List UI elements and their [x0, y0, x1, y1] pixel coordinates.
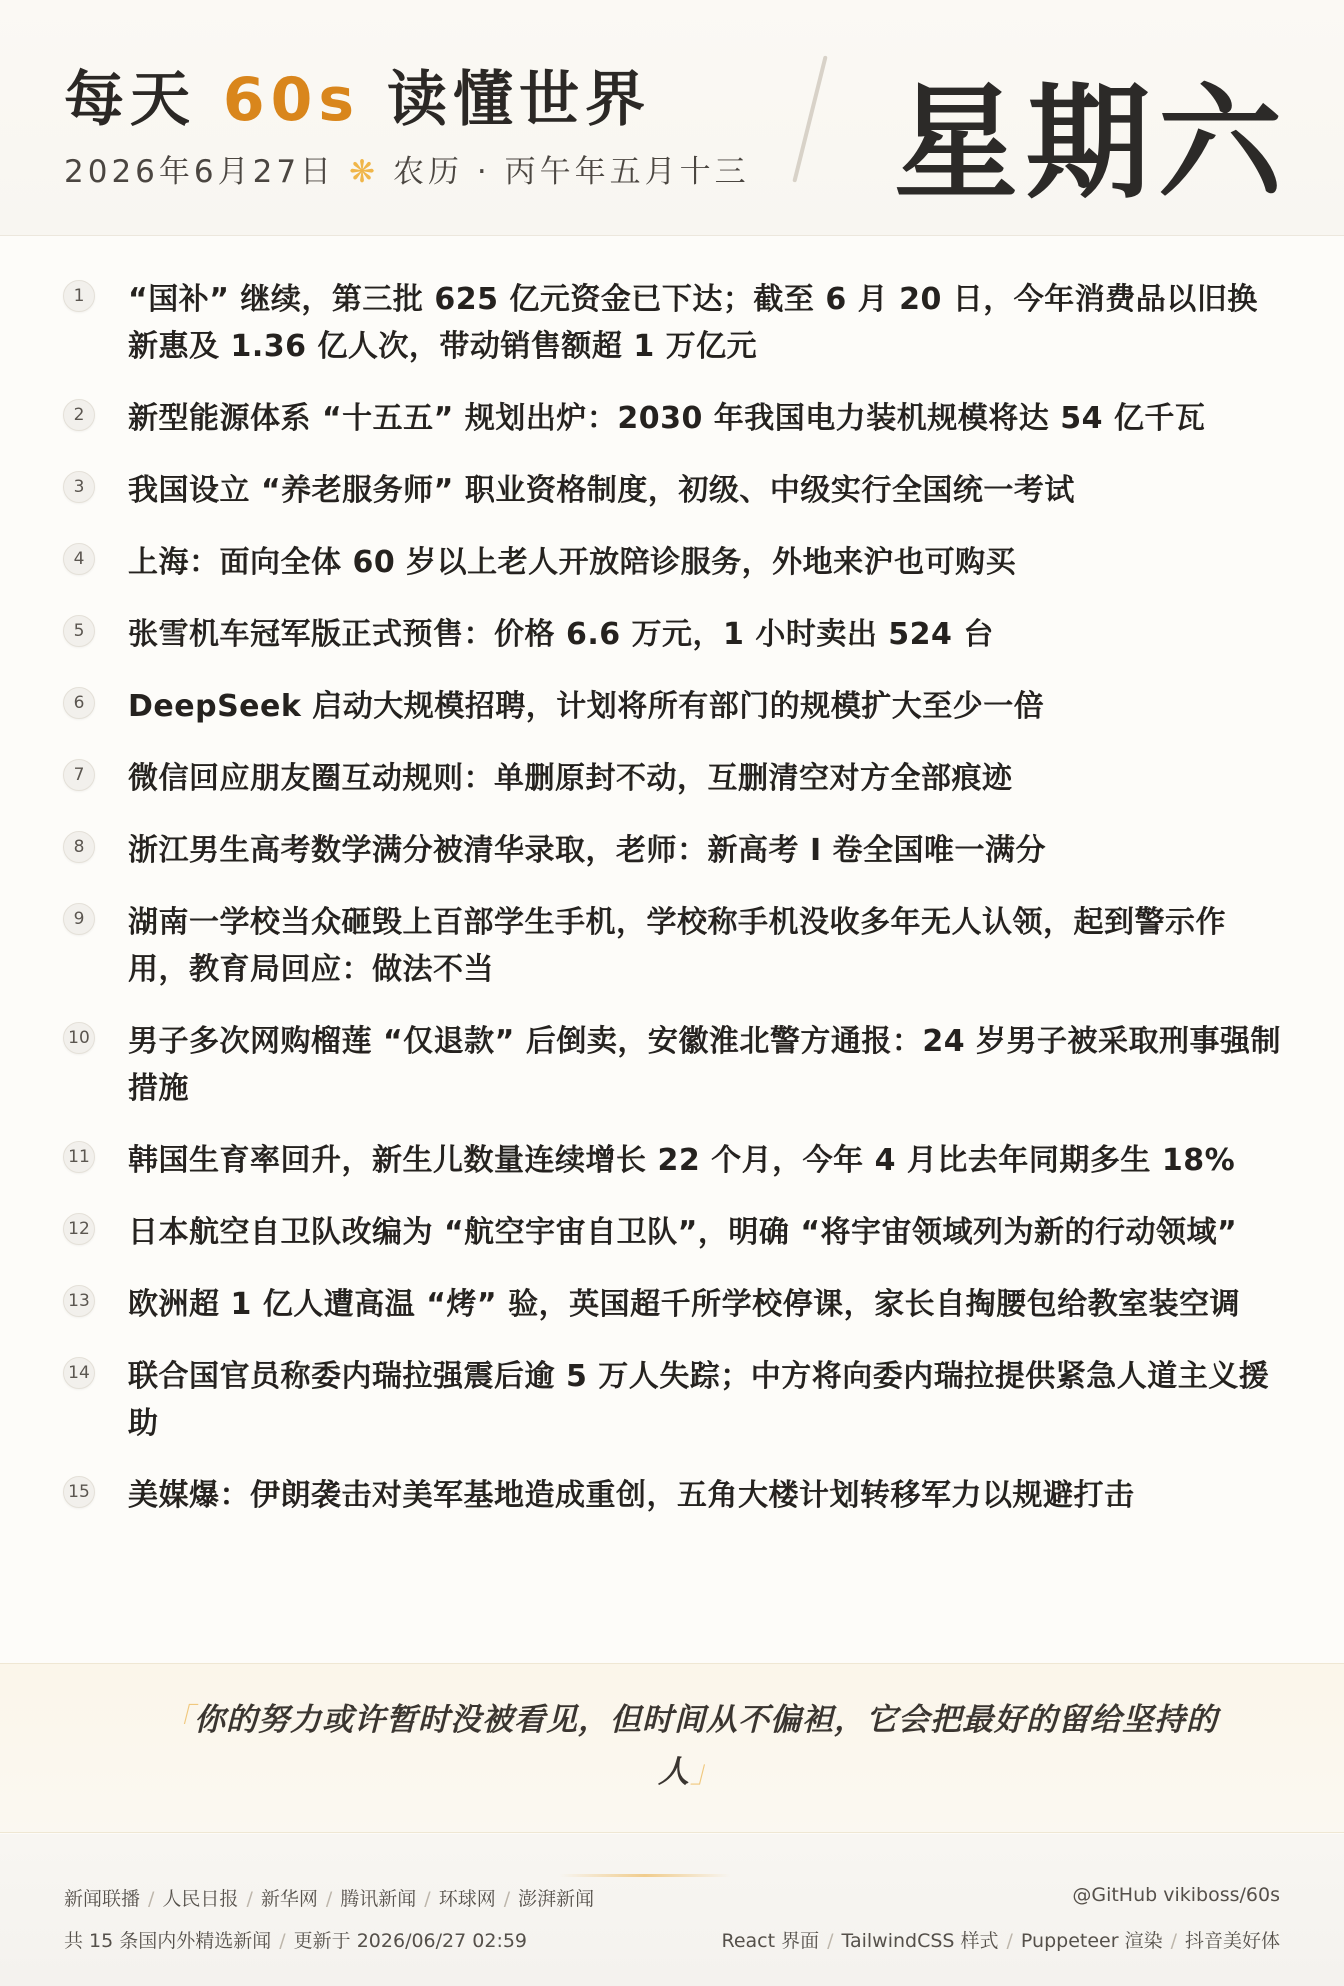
news-item [0, 395, 1344, 442]
news-text: 微信回应朋友圈互动规则：单删原封不动，互删清空对方全部痕迹 [128, 761, 1013, 796]
news-text: 美媒爆：伊朗袭击对美军基地造成重创，五角大楼计划转移军力以规避打击 [128, 1478, 1135, 1513]
news-text: 浙江男生高考数学满分被清华录取，老师：新高考 Ⅰ 卷全国唯一满分 [128, 833, 1047, 868]
source-list: 新闻联播 / 人民日报 / 新华网 / 腾讯新闻 / 环球网 / 澎湃新闻 [64, 1888, 595, 1910]
tech-credits: React 界面 / TailwindCSS 样式 / Puppeteer 渲染 / 抖音美好体 [721, 1930, 1280, 1952]
news-item [0, 1137, 1344, 1184]
quote-text: 你的努力或许暂时没被看见，但时间从不偏袒，它会把最好的留给坚持的人 [194, 1702, 1218, 1790]
source-item: 澎湃新闻 [518, 1888, 595, 1910]
news-text: 我国设立 “养老服务师” 职业资格制度，初级、中级实行全国统一考试 [128, 473, 1075, 508]
news-count: 共 15 条国内外精选新闻 [64, 1930, 272, 1952]
page-footer [0, 1834, 1344, 1986]
news-item [0, 899, 1344, 993]
news-number-badge: 8 [63, 831, 95, 863]
source-item: 腾讯新闻 [340, 1888, 417, 1910]
tech-item: React 界面 [721, 1930, 820, 1952]
news-number-badge: 7 [63, 759, 95, 791]
source-item: 人民日报 [162, 1888, 239, 1910]
page-title [64, 52, 651, 138]
info-line: 共 15 条国内外精选新闻 / 更新于 2026/06/27 02:59 [64, 1930, 528, 1952]
news-item [0, 611, 1344, 658]
news-item [0, 827, 1344, 874]
gregorian-date: 2026年6月27日 [64, 154, 336, 190]
news-number-badge: 6 [63, 687, 95, 719]
title-suffix: 读懂世界 [360, 65, 651, 135]
news-item [0, 1281, 1344, 1328]
news-text: 张雪机车冠军版正式预售：价格 6.6 万元，1 小时卖出 524 台 [128, 617, 994, 652]
news-number-badge: 5 [63, 615, 95, 647]
news-item [0, 539, 1344, 586]
news-item [0, 1018, 1344, 1112]
news-number-badge: 1 [63, 280, 95, 312]
tech-item: Puppeteer 渲染 [1020, 1930, 1163, 1952]
news-number-badge: 15 [63, 1476, 95, 1508]
news-number-badge: 13 [63, 1285, 95, 1317]
title-prefix: 每天 [64, 65, 223, 135]
news-text: 湖南一学校当众砸毁上百部学生手机，学校称手机没收多年无人认领，起到警示作用，教育局回应：做法不当 [128, 905, 1226, 987]
header-divider [792, 55, 827, 182]
news-number-badge: 14 [63, 1357, 95, 1389]
news-list [0, 276, 1344, 1544]
news-number-badge: 3 [63, 471, 95, 503]
footer-glow [560, 1874, 730, 1877]
tech-item: TailwindCSS 样式 [841, 1930, 999, 1952]
title-accent: 60s [222, 65, 361, 135]
news-text: 联合国官员称委内瑞拉强震后逾 5 万人失踪；中方将向委内瑞拉提供紧急人道主义援助 [128, 1359, 1270, 1441]
news-text: 男子多次网购榴莲 “仅退款” 后倒卖，安徽淮北警方通报：24 岁男子被采取刑事强制措施 [128, 1024, 1282, 1106]
news-item [0, 755, 1344, 802]
source-item: 新华网 [260, 1888, 318, 1910]
news-text: 韩国生育率回升，新生儿数量连续增长 22 个月，今年 4 月比去年同期多生 18% [128, 1143, 1236, 1178]
news-text: 欧洲超 1 亿人遭高温 “烤” 验，英国超千所学校停课，家长自掏腰包给教室装空调 [128, 1287, 1241, 1322]
news-text: “国补” 继续，第三批 625 亿元资金已下达；截至 6 月 20 日，今年消费品以旧换新惠及 1.36 亿人次，带动销售额超 1 万亿元 [128, 282, 1258, 364]
quote-open-mark: 「 [162, 1702, 194, 1738]
github-credit: @GitHub vikiboss/60s [1072, 1884, 1280, 1906]
update-time: 更新于 2026/06/27 02:59 [293, 1930, 528, 1952]
news-number-badge: 12 [63, 1213, 95, 1245]
quote-close-mark: 」 [690, 1754, 722, 1790]
news-item [0, 276, 1344, 370]
tech-item: 抖音美好体 [1184, 1930, 1280, 1952]
daily-quote [0, 1663, 1344, 1833]
news-number-badge: 4 [63, 543, 95, 575]
news-number-badge: 2 [63, 399, 95, 431]
page-header [0, 0, 1344, 236]
news-item [0, 1472, 1344, 1519]
news-text: 日本航空自卫队改编为 “航空宇宙自卫队”，明确 “将宇宙领域列为新的行动领域” [128, 1215, 1238, 1250]
news-number-badge: 11 [63, 1141, 95, 1173]
lunar-date: 农历 · 丙午年五月十三 [393, 154, 750, 190]
quote-text-wrap [160, 1694, 1220, 1798]
weekday: 星期六 [894, 72, 1291, 216]
news-text: 上海：面向全体 60 岁以上老人开放陪诊服务，外地来沪也可购买 [128, 545, 1017, 580]
news-item [0, 1353, 1344, 1447]
source-item: 环球网 [438, 1888, 496, 1910]
date-line [64, 146, 750, 191]
news-item [0, 683, 1344, 730]
news-item [0, 1209, 1344, 1256]
news-number-badge: 10 [63, 1022, 95, 1054]
news-number-badge: 9 [63, 903, 95, 935]
star-icon: ❋ [349, 154, 380, 190]
news-item [0, 467, 1344, 514]
news-text: DeepSeek 启动大规模招聘，计划将所有部门的规模扩大至少一倍 [128, 689, 1045, 724]
source-item: 新闻联播 [64, 1888, 141, 1910]
news-text: 新型能源体系 “十五五” 规划出炉：2030 年我国电力装机规模将达 54 亿千瓦 [128, 401, 1206, 436]
